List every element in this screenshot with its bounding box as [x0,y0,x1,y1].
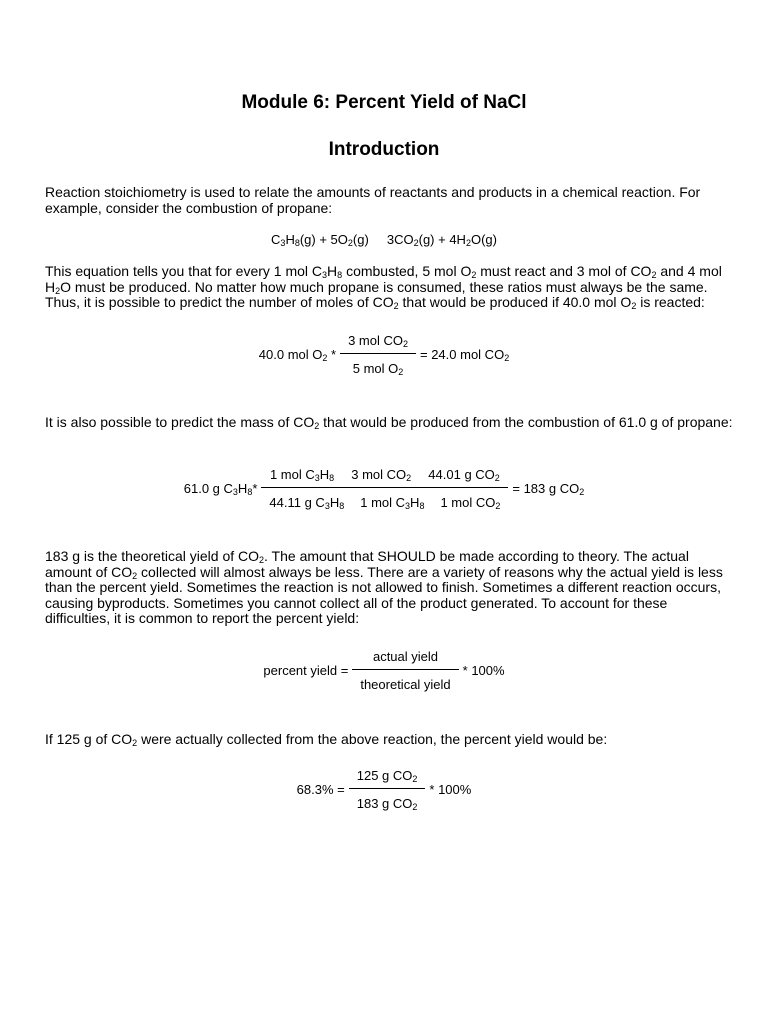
percent-formula-left: percent yield = [263,663,349,678]
percent-formula-numerator: actual yield [372,649,439,664]
mass-fraction [261,467,508,510]
moles-fraction [340,333,416,376]
paragraph-theoretical-yield: 183 g is the theoretical yield of $CO_2$. The amount that SHOULD be made according to theory. The actual amount of $CO_2$ collected will almost always be less. There are a variety of reasons why the actual yield is less than the percent yield. Sometimes the reaction is not allowed to finish. Sometimes a different reaction occurs, causing byproducts. Sometimes you cannot collect all of the product generated. To account for these difficulties, it is common to report the percent yield: [45,548,723,626]
mass-denominator-3: 1 mol $CO_2$ [440,495,501,511]
mass-equation-right: = 183 g $CO_2$ [512,481,585,497]
percent-formula-fraction [352,649,458,692]
percent-yield-example [0,768,768,811]
mass-numerator-1: 1 mol $C_3H_8$ [269,467,335,483]
percent-example-right: * 100% [429,782,472,797]
percent-example-fraction [349,768,426,811]
percent-formula-right: * 100% [462,663,505,678]
mass-denominator-1: 44.11 g $C_3H_8$ [269,495,345,511]
paragraph-example: If 125 g of $CO_2$ were actually collected from the above reaction, the percent yield would be: [45,731,608,748]
moles-denominator: 5 mol $O_2$ [352,361,404,377]
mass-numerator-2: 3 mol $CO_2$ [351,467,412,483]
percent-formula-denominator: theoretical yield [360,677,451,692]
moles-equation [0,333,768,376]
mass-numerator-3: 44.01 g $CO_2$ [428,467,500,483]
page-title: Module 6: Percent Yield of NaCl [241,92,527,113]
paragraph-mass-prediction: It is also possible to predict the mass of $CO_2$ that would be produced from the combustion of 61.0 g of propane: [45,414,733,431]
percent-example-numerator: 125 g $CO_2$ [356,768,418,784]
percent-example-left: 68.3% = [296,782,345,797]
mass-equation [0,467,768,510]
paragraph-mole-ratios: This equation tells you that for every 1 mol $C_3H_8$ combusted, 5 mol $O_2$ must react and 3 mol of $CO_2$ and 4 mol $H_2O$ must be produced. No matter how much propane is consumed, these ratios must always be the same. Thus, it is possible to predict the number of moles of $CO_2$ that would be produced if 40.0 mol $O_2$ is reacted: [45,263,722,311]
moles-numerator: 3 mol $CO_2$ [348,333,408,349]
moles-equation-left: 40.0 mol $O_2$ * [258,347,337,363]
combustion-equation: $C_3H_8(g) + 5O_2(g)$ $3CO_2(g) + 4H_2O(g)$ [271,232,497,248]
section-heading: Introduction [328,139,440,160]
mass-denominator-2: 1 mol $C_3H_8$ [360,495,425,511]
paragraph-stoichiometry: Reaction stoichiometry is used to relate the amounts of reactants and products in a chemical reaction. For example, consider the combustion of propane: [45,184,701,216]
percent-example-denominator: 183 g $CO_2$ [356,796,418,812]
moles-equation-right: = 24.0 mol $CO_2$ [420,347,510,363]
percent-yield-formula [0,649,768,692]
mass-equation-left: 61.0 g $C_3H_8*$ [183,481,258,497]
